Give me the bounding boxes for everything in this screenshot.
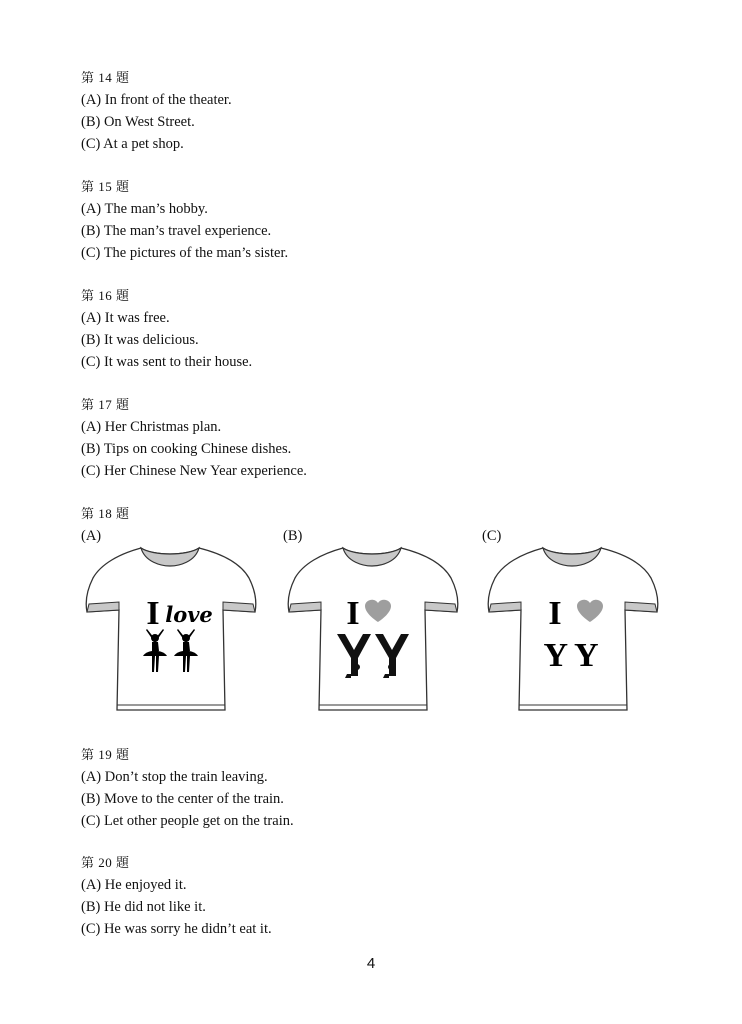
question-title: 第 19 題 bbox=[81, 747, 130, 762]
option-c: (C) The pictures of the man’s sister. bbox=[81, 245, 289, 261]
shirt-a-letter-i: I bbox=[146, 595, 160, 632]
question-title: 第 20 題 bbox=[81, 855, 130, 870]
question-title: 第 17 題 bbox=[81, 397, 130, 412]
question-20 bbox=[81, 852, 641, 940]
option-b: (B) Move to the center of the train. bbox=[81, 791, 284, 807]
option-b: (B) It was delicious. bbox=[81, 332, 199, 348]
option-c: (C) Her Chinese New Year experience. bbox=[81, 463, 307, 479]
option-b: (B) The man’s travel experience. bbox=[81, 223, 272, 239]
question-title: 第 18 題 bbox=[81, 506, 130, 521]
shirt-c-yy-text: Y Y bbox=[543, 637, 599, 674]
question-title: 第 15 題 bbox=[81, 179, 130, 194]
question-19 bbox=[81, 744, 641, 832]
option-b: (B) On West Street. bbox=[81, 114, 195, 130]
option-a: (A) It was free. bbox=[81, 310, 170, 326]
question-18 bbox=[81, 503, 641, 525]
option-a: (A) He enjoyed it. bbox=[81, 877, 187, 893]
question-15 bbox=[81, 176, 641, 264]
shirt-c-label: (C) bbox=[482, 528, 502, 544]
tshirt-a-image bbox=[83, 544, 257, 718]
page-number: 4 bbox=[366, 955, 376, 972]
option-c: (C) It was sent to their house. bbox=[81, 354, 253, 370]
option-b: (B) Tips on cooking Chinese dishes. bbox=[81, 441, 292, 457]
tshirt-c-image bbox=[485, 544, 659, 718]
shirt-b-label: (B) bbox=[283, 528, 303, 544]
shirt-c-letter-i: I bbox=[548, 595, 562, 632]
shirt-a-love-word: love bbox=[165, 602, 213, 627]
option-a: (A) Her Christmas plan. bbox=[81, 419, 222, 435]
shirt-a-label: (A) bbox=[81, 528, 102, 544]
shirt-b-letter-i: I bbox=[346, 595, 360, 632]
question-title: 第 14 題 bbox=[81, 70, 130, 85]
option-c: (C) Let other people get on the train. bbox=[81, 813, 294, 829]
question-16 bbox=[81, 285, 641, 373]
question-title: 第 16 題 bbox=[81, 288, 130, 303]
option-a: (A) Don’t stop the train leaving. bbox=[81, 769, 268, 785]
tshirt-b-image bbox=[285, 544, 459, 718]
option-a: (A) The man’s hobby. bbox=[81, 201, 208, 217]
option-a: (A) In front of the theater. bbox=[81, 92, 232, 108]
option-c: (C) At a pet shop. bbox=[81, 136, 184, 152]
option-c: (C) He was sorry he didn’t eat it. bbox=[81, 921, 272, 937]
option-b: (B) He did not like it. bbox=[81, 899, 206, 915]
question-14 bbox=[81, 67, 641, 155]
question-17 bbox=[81, 394, 641, 482]
